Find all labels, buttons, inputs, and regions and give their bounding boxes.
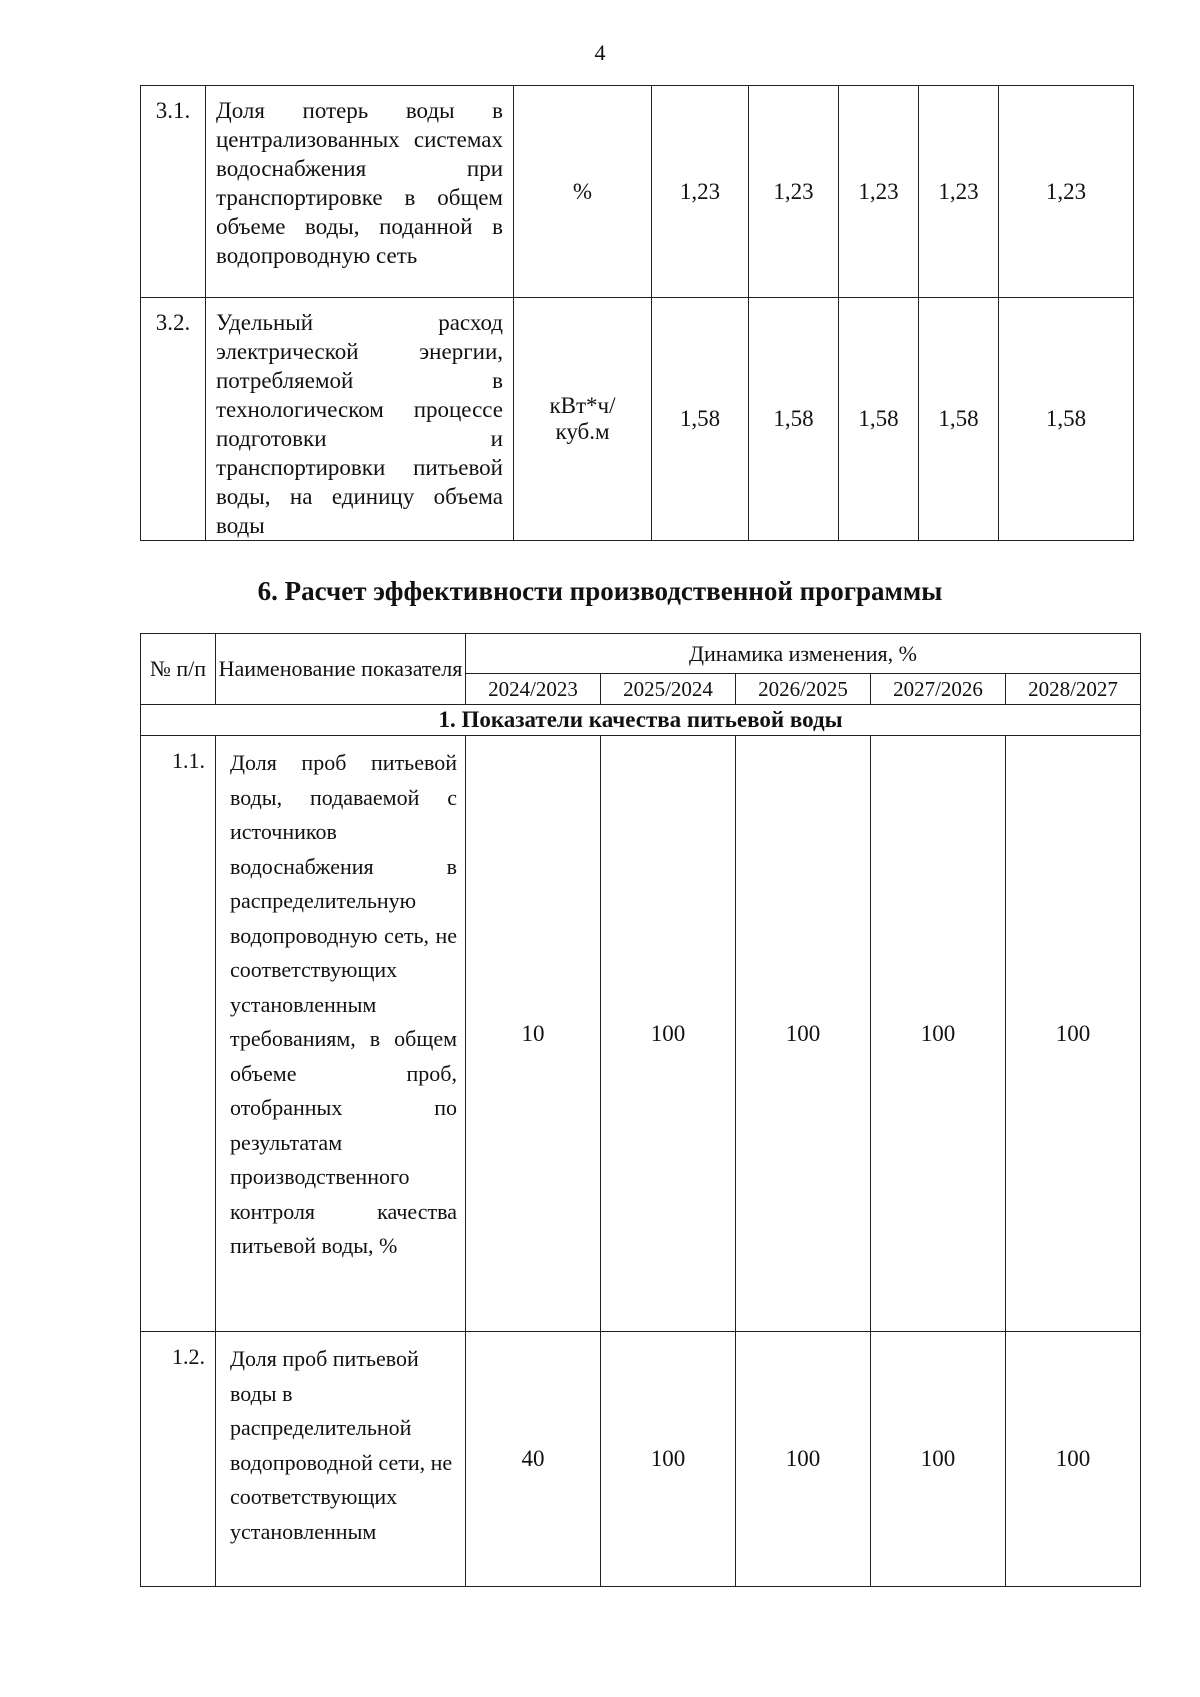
value-cell: 100 (1006, 736, 1141, 1332)
table-row (141, 298, 1134, 541)
efficiency-table (140, 633, 1141, 1587)
value-cell: 10 (466, 736, 601, 1332)
value-cell: 100 (601, 1332, 736, 1587)
value-cell: 1,23 (919, 86, 999, 298)
header-row (141, 634, 1141, 674)
value-cell: 1,58 (652, 298, 749, 541)
value-cell: 1,58 (999, 298, 1134, 541)
value-cell: 1,23 (999, 86, 1134, 298)
value-cell: 1,23 (652, 86, 749, 298)
group-row (141, 705, 1141, 736)
value-cell: 100 (736, 736, 871, 1332)
header-year: 2027/2026 (871, 674, 1006, 705)
indicator-name: Удельный расход электрической энергии, потребляемой в технологическом процессе подготовки и транспортировки питьевой воды, на единицу объема воды (206, 298, 514, 541)
unit-cell: кВт*ч/ куб.м (514, 298, 652, 541)
indicator-name: Доля потерь воды в централизованных системах водоснабжения при транспортировке в общем объеме воды, поданной в водопроводную сеть (206, 86, 514, 298)
indicators-table-continued (140, 85, 1134, 541)
page-number: 4 (594, 40, 606, 65)
section-title: 6. Расчет эффективности производственной программы (257, 576, 943, 606)
header-num: № п/п (141, 634, 216, 705)
header-year: 2025/2024 (601, 674, 736, 705)
value-cell: 1,58 (749, 298, 839, 541)
table-row (141, 1332, 1141, 1587)
value-cell: 100 (601, 736, 736, 1332)
row-number: 3.2. (141, 298, 206, 541)
value-cell: 100 (1006, 1332, 1141, 1587)
header-dynamics: Динамика изменения, % (466, 634, 1141, 674)
header-year: 2024/2023 (466, 674, 601, 705)
header-name: Наименование показателя (216, 634, 466, 705)
value-cell: 1,23 (839, 86, 919, 298)
unit-cell: % (514, 86, 652, 298)
table-row (141, 736, 1141, 1332)
indicator-name: Доля проб питьевой воды, подаваемой с источников водоснабжения в распределительную водопроводную сеть, не соответствующих установленным требованиям, в общем объеме проб, отобранных по результатам производственного контроля качества питьевой воды, % (216, 736, 466, 1332)
value-cell: 100 (736, 1332, 871, 1587)
indicator-name: Доля проб питьевой воды в распределительной водопроводной сети, не соответствующих установленным (216, 1332, 466, 1587)
value-cell: 100 (871, 1332, 1006, 1587)
row-number: 1.2. (141, 1332, 216, 1587)
value-cell: 40 (466, 1332, 601, 1587)
value-cell: 1,58 (839, 298, 919, 541)
header-year: 2026/2025 (736, 674, 871, 705)
header-year: 2028/2027 (1006, 674, 1141, 705)
value-cell: 1,23 (749, 86, 839, 298)
value-cell: 100 (871, 736, 1006, 1332)
row-number: 3.1. (141, 86, 206, 298)
row-number: 1.1. (141, 736, 216, 1332)
group-title: 1. Показатели качества питьевой воды (141, 705, 1141, 736)
table-row (141, 86, 1134, 298)
value-cell: 1,58 (919, 298, 999, 541)
